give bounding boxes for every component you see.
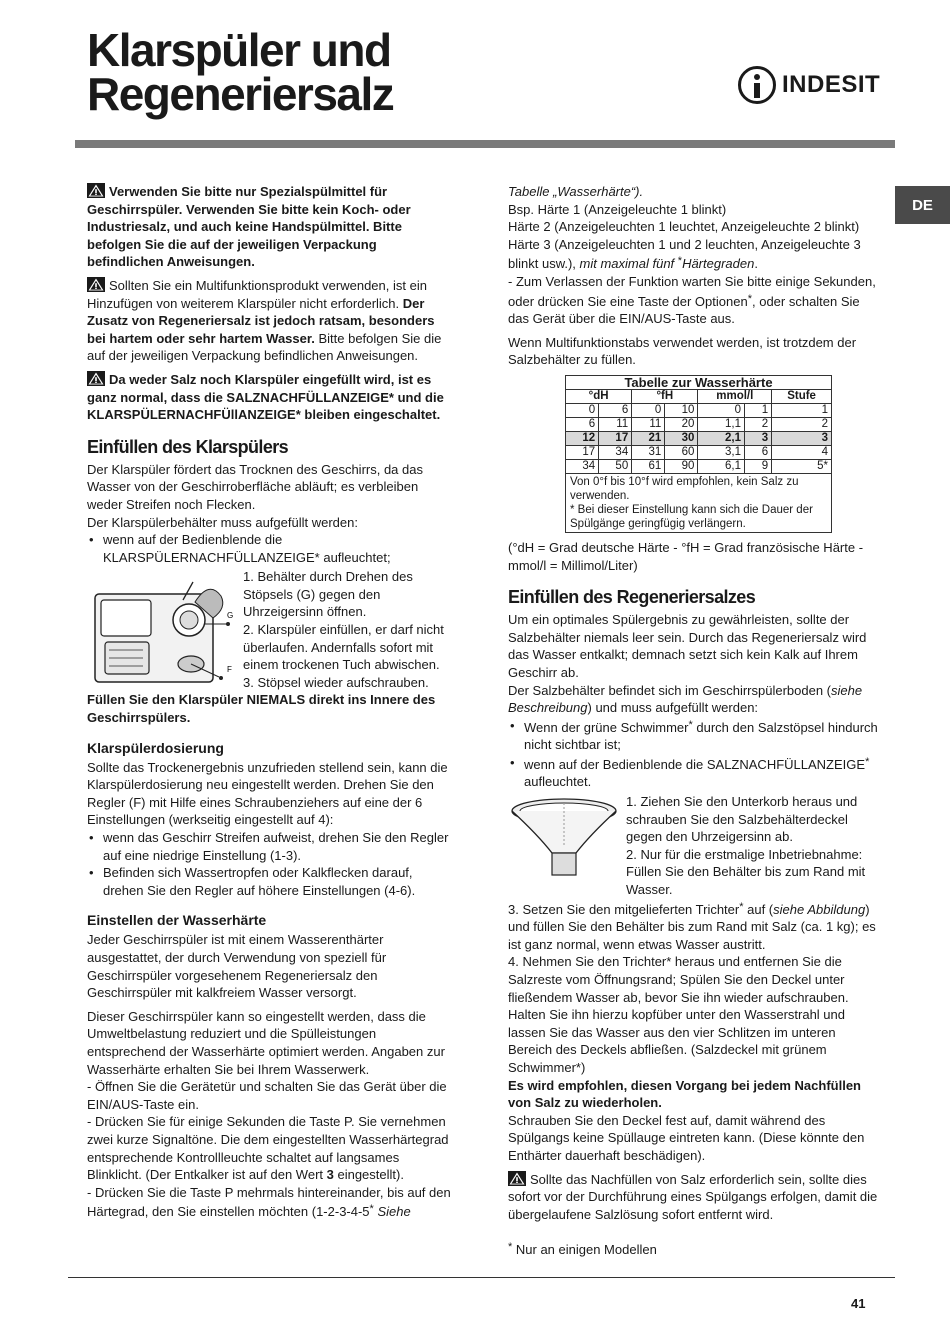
table-cell: 5* — [772, 459, 832, 473]
example-hardness-2: Härte 2 (Anzeigeleuchten 1 leuchtet, Anzeigeleuchte 2 blinkt) — [508, 219, 860, 235]
title-line-2: Regeneriersalz — [87, 68, 394, 120]
salt-step-4: 4. Nehmen Sie den Trichter* heraus und entfernen Sie die Salzreste vom Öffnungsrand; Spülen Sie den Deckel unter fließendem Wasser ab, bevor Sie ihn wieder aufschrauben. Halten Sie ihn hierzu kopfüber unter den Wasserstrahl und lassen Sie das Wasser aus den vier Schlitzen im unteren Bereich des Deckels abfließen. (Salzdeckel mit grünem Schwimmer*) — [508, 954, 849, 1075]
table-cell: 0 — [566, 403, 599, 417]
footnote-mark: * — [688, 718, 693, 731]
page-title — [87, 24, 394, 120]
hardness-step-repeat — [87, 1184, 452, 1221]
warning-text-bold: Der Zusatz von Regeneriersalz ist jedoch ratsam, besonders bei hartem oder sehr hartem Wasser. — [87, 295, 435, 346]
table-cell: 3 — [744, 431, 771, 445]
rinse-never-warning: Füllen Sie den Klarspüler NIEMALS direkt ins Innere des Geschirrspülers. — [87, 692, 436, 726]
warning-indicators — [87, 371, 452, 424]
table-cell: 11 — [599, 417, 632, 431]
table-cell: 2 — [772, 417, 832, 431]
brand-logo-icon — [738, 66, 776, 104]
table-row-highlighted — [566, 431, 832, 445]
dosing-text: Sollte das Trockenergebnis unzufrieden stellend sein, kann die Klarspülerdosierung neu eingestellt werden. Drehen Sie den Regler (F) mit Hilfe eines Schraubenziehers auf eine der 6 Einstellungen (werkseitig eingestellt auf 4): — [87, 759, 448, 828]
figure-label-g: G — [227, 611, 234, 621]
list-item: • Befinden sich Wassertropfen oder Kalkflecken darauf, drehen Sie den Regler auf höhere Einstellungen (4-6). — [87, 864, 452, 899]
table-note-2: * Bei dieser Einstellung kann sich die Dauer der Spülgänge geringfügig verlängern. — [570, 503, 813, 530]
language-tab: DE — [895, 186, 950, 224]
table-cell: 6 — [599, 403, 632, 417]
table-cell: 9 — [744, 459, 771, 473]
footnote-mark: * — [508, 1241, 513, 1254]
table-header: °dH — [566, 389, 632, 403]
hardness-step-press — [87, 1113, 452, 1183]
table-cell: 61 — [632, 459, 665, 473]
table-cell: 6 — [566, 417, 599, 431]
salt-text: ) und muss aufgefüllt werden: — [587, 700, 759, 716]
salt-bullet-list — [508, 717, 880, 791]
salt-ref: siehe Abbildung — [773, 901, 866, 917]
warning-salt-refill — [508, 1171, 880, 1224]
warning-text: Sollte das Nachfüllen von Salz erforderlich sein, sollte dies sofort vor der Durchführung eines Spülgangs erfolgen, damit die übergelaufene Salzlösung sofort entfernt wird. — [508, 1171, 878, 1222]
example-text: Härte 3 (Anzeigeleuchten 1 und 2 leuchten, Anzeigeleuchte 3 blinkt usw.), — [508, 236, 861, 272]
brand-name: INDESIT — [782, 71, 881, 98]
title-line-1: Klarspüler und — [87, 24, 391, 76]
table-note — [566, 473, 832, 532]
table-cell: 90 — [665, 459, 698, 473]
table-cell: 34 — [566, 459, 599, 473]
default-value: 3 — [326, 1167, 334, 1183]
left-column — [87, 183, 452, 1221]
warning-icon — [87, 183, 105, 198]
hardness-step-text: eingestellt). — [333, 1167, 404, 1183]
multi-tabs-note: Wenn Multifunktionstabs verwendet werden, ist trotzdem der Salzbehälter zu füllen. — [508, 334, 857, 368]
salt-funnel-illustration — [508, 795, 620, 880]
salt-text: 3. Setzen Sie den mitgelieferten Trichter — [508, 901, 740, 917]
table-cell: 3,1 — [698, 445, 745, 459]
list-item: • wenn das Geschirr Streifen aufweist, drehen Sie den Regler auf eine niedrige Einstellung (1-3). — [87, 829, 452, 864]
warning-text: Bitte befolgen Sie die auf der jeweiligen Verpackung befindlichen Anweisungen. — [87, 330, 442, 364]
table-cell: 2 — [744, 417, 771, 431]
right-column — [508, 183, 880, 1259]
hardness-step-open: - Öffnen Sie die Gerätetür und schalten Sie das Gerät über die EIN/AUS-Taste ein. — [87, 1079, 447, 1112]
salt-step-1: 1. Ziehen Sie den Unterkorb heraus und schrauben Sie den Salzbehälterdeckel gegen den Uhrzeigersinn ab. — [626, 794, 858, 845]
exit-function — [508, 273, 880, 328]
table-cell: 4 — [772, 445, 832, 459]
warning-icon — [87, 277, 105, 292]
table-cell: 3 — [772, 431, 832, 445]
salt-text: Der Salzbehälter befindet sich im Geschirrspülerboden ( — [508, 682, 831, 698]
salt-step-2: 2. Nur für die erstmalige Inbetriebnahme: Füllen Sie den Behälter bis zum Rand mit Wasser. — [626, 846, 866, 898]
table-cell: 11 — [632, 417, 665, 431]
table-cell: 31 — [632, 445, 665, 459]
rinse-intro: Der Klarspüler fördert das Trocknen des Geschirrs, da das Wasser von der Geschirroberfläche abläuft; es verbleiben weder Streifen noch Flecken. — [87, 461, 423, 512]
brand-logo — [738, 64, 888, 106]
table-cell: 1 — [744, 403, 771, 417]
header-divider-bar — [75, 140, 895, 148]
warning-special-detergent — [87, 183, 452, 271]
example-text-italic: Härtegraden — [682, 256, 755, 272]
table-header: mmol/l — [698, 389, 772, 403]
warning-icon — [508, 1171, 526, 1186]
example-hardness-3 — [508, 236, 880, 273]
list-item: • wenn auf der Bedienblende die KLARSPÜLERNACHFÜLLANZEIGE* aufleuchtet; — [87, 531, 452, 566]
footnote-mark: * — [369, 1203, 374, 1216]
table-row — [566, 403, 832, 417]
page-number: 41 — [851, 1296, 866, 1311]
rinse-when: Der Klarspülerbehälter muss aufgefüllt werden: — [87, 514, 358, 530]
water-hardness-table — [565, 375, 832, 533]
table-cell: 1,1 — [698, 417, 745, 431]
warning-text: Verwenden Sie bitte nur Spezialspülmittel für Geschirrspüler. Verwenden Sie bitte kein Koch- oder Industriesalz, und auch keine Handspülmittel. Bitte befolgen Sie die auf der jeweiligen Verpackung befindlichen Anweisungen. — [87, 184, 411, 270]
footnote-mark: * — [739, 900, 744, 913]
exit-text: , oder schalten Sie das Gerät über die EIN/AUS-Taste aus. — [508, 293, 860, 327]
salt-text: ) und füllen Sie den Behälter bis zum Rand mit Salz (ca. 1 kg); es ist ganz normal, wenn etwas Wasser austritt. — [508, 901, 876, 952]
example-text-italic: mit maximal fünf — [579, 256, 678, 272]
hardness-step-text: - Drücken Sie für einige Sekunden die Taste P. Sie vernehmen zwei kurze Signaltöne. Die dem eingestellten Wasserhärtegrad entsprechende Kontrollleuchte schaltet auf langsames Blinklicht. (Der Entkalker ist auf den Wert — [87, 1114, 449, 1183]
rinse-bullet-list — [87, 531, 452, 566]
heading-rinse-aid: Einfüllen des Klarspülers — [87, 436, 289, 457]
table-row — [566, 417, 832, 431]
table-caption: Tabelle zur Wasserhärte — [566, 375, 832, 389]
warning-icon — [87, 371, 105, 386]
table-cell: 21 — [632, 431, 665, 445]
list-item — [508, 754, 880, 791]
heading-salt: Einfüllen des Regeneriersalzes — [508, 587, 756, 608]
footnote-mark: * — [747, 292, 752, 305]
table-note-1: Von 0°f bis 10°f wird empfohlen, kein Salz zu verwenden. — [570, 475, 799, 502]
footer-divider — [68, 1277, 895, 1278]
dosing-bullet-list — [87, 829, 452, 899]
units-legend: (°dH = Grad deutsche Härte - °fH = Grad französische Härte - mmol/l = Millimol/Liter) — [508, 539, 864, 573]
table-cell: 30 — [665, 431, 698, 445]
table-cell: 20 — [665, 417, 698, 431]
salt-text: auf ( — [743, 901, 774, 917]
salt-text: wenn auf der Bedienblende die SALZNACHFÜLLANZEIGE — [524, 756, 866, 772]
table-header: Stufe — [772, 389, 832, 403]
list-item — [508, 717, 880, 754]
warning-text: Da weder Salz noch Klarspüler eingefüllt wird, ist es ganz normal, dass die SALZNACHFÜLLANZEIGE* und die KLARSPÜLERNACHFÜllANZEIGE* bleiben eingeschaltet. — [87, 371, 444, 423]
table-cell: 10 — [665, 403, 698, 417]
footnote-mark: * — [865, 755, 870, 768]
table-header: °fH — [632, 389, 698, 403]
table-cell: 34 — [599, 445, 632, 459]
salt-text: aufleuchtet. — [524, 774, 592, 790]
hardness-adjust: Dieser Geschirrspüler kann so eingestellt werden, dass die Umweltbelastung reduziert und die Spülleistungen entsprechend der Wasserhärte optimiert werden. Angaben zur Wasserhärte erhalten Sie bei Ihrem Wasserwerk. — [87, 1008, 445, 1077]
salt-text: durch den Salzstöpsel hindurch nicht sichtbar ist; — [524, 719, 878, 753]
rinse-step-2: 2. Klarspüler einfüllen, er darf nicht überlaufen. Andernfalls sofort mit einem trockenen Tuch abwischen. — [243, 622, 444, 673]
salt-location — [508, 682, 880, 717]
exit-text: - Zum Verlassen der Funktion warten Sie bitte einige Sekunden, oder drücken Sie eine Taste der Optionen — [508, 273, 876, 309]
footnote — [508, 1239, 880, 1259]
table-row — [566, 445, 832, 459]
example-text: . — [754, 256, 758, 272]
table-row — [566, 459, 832, 473]
figure-label-f: F — [227, 665, 232, 675]
warning-text: Sollten Sie ein Multifunktionsprodukt verwenden, ist ein Hinzufügen von weiterem Klarspüler nicht erforderlich. — [87, 277, 427, 311]
table-cell: 2,1 — [698, 431, 745, 445]
table-cell: 6 — [744, 445, 771, 459]
hardness-intro: Jeder Geschirrspüler ist mit einem Wasserenthärter ausgestattet, der durch Verwendung von speziell für Geschirrspüler vorgesehenem Regeneriersalz den Geschirrspüler mit kalkfreiem Wasser versorgt. — [87, 932, 387, 1001]
table-cell: 12 — [566, 431, 599, 445]
table-cell: 50 — [599, 459, 632, 473]
footnote-mark: * — [677, 255, 683, 268]
table-cell: 1 — [772, 403, 832, 417]
heading-rinse-dosing: Klarspülerdosierung — [87, 739, 224, 756]
salt-ref: siehe Beschreibung — [508, 682, 863, 716]
heading-water-hardness: Einstellen der Wasserhärte — [87, 912, 267, 929]
table-cell: 0 — [632, 403, 665, 417]
table-cell: 6,1 — [698, 459, 745, 473]
warning-multifunction — [87, 277, 452, 365]
salt-recommendation: Es wird empfohlen, diesen Vorgang bei jedem Nachfüllen von Salz zu wiederholen. — [508, 1077, 861, 1111]
table-cell: 17 — [599, 431, 632, 445]
table-cell: 60 — [665, 445, 698, 459]
salt-step-3 — [508, 899, 880, 954]
table-cell: 0 — [698, 403, 745, 417]
table-cell: 17 — [566, 445, 599, 459]
footnote-text: Nur an einigen Modellen — [512, 1242, 657, 1258]
hardness-table-ref: Tabelle „Wasserhärte“). — [508, 184, 644, 199]
hardness-step-text: - Drücken Sie die Taste P mehrmals hintereinander, bis auf den Härtegrad, den Sie einstellen möchten (1-2-3-4-5 — [87, 1184, 451, 1220]
rinse-dispenser-illustration — [87, 572, 237, 687]
salt-text: Wenn der grüne Schwimmer — [524, 719, 689, 735]
salt-close-lid: Schrauben Sie den Deckel fest auf, damit während des Spülgangs keine Spüllauge eintreten kann. (Diese könnte den Enthärter dauerhaft beschädigen). — [508, 1112, 865, 1163]
example-hardness-1: Bsp. Härte 1 (Anzeigeleuchte 1 blinkt) — [508, 201, 727, 217]
hardness-step-ref: Siehe — [373, 1204, 411, 1220]
rinse-step-1: 1. Behälter durch Drehen des Stöpsels (G) gegen den Uhrzeigersinn öffnen. — [243, 569, 413, 620]
rinse-step-3: 3. Stöpsel wieder aufschrauben. — [243, 674, 429, 690]
salt-intro: Um ein optimales Spülergebnis zu gewährleisten, sollte der Salzbehälter niemals leer sein. Durch das Regeneriersalz wird das Wasser entkalkt; demnach setzt sich kein Kalk auf Ihrem Geschirr ab. — [508, 612, 867, 680]
